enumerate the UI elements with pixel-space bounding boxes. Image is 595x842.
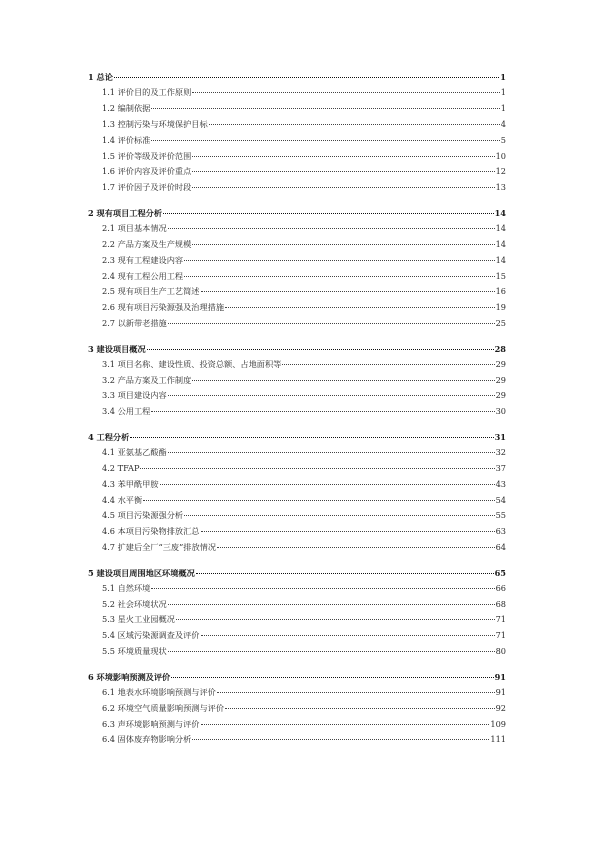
toc-page-number: 14 — [495, 222, 506, 233]
dot-leader — [143, 500, 494, 501]
toc-entry-title: 6.2 环境空气质量影响预测与评价 — [102, 702, 225, 713]
toc-section-entry[interactable] — [88, 182, 506, 192]
toc-entry-title: 3.4 公用工程 — [102, 406, 151, 417]
toc-section-entry[interactable] — [88, 318, 506, 328]
toc-page-number: 63 — [495, 526, 506, 537]
dot-leader — [282, 364, 494, 365]
toc-entry-title: 6.1 地表水环境影响预测与评价 — [102, 686, 216, 697]
dot-leader — [168, 395, 495, 396]
table-of-contents — [88, 72, 506, 750]
toc-page-number: 54 — [495, 494, 506, 505]
toc-section-entry[interactable] — [88, 87, 506, 97]
toc-page-number: 64 — [495, 542, 506, 553]
toc-entry-title: 5 建设项目周围地区环境概况 — [88, 567, 195, 578]
dot-leader — [201, 531, 495, 532]
toc-page-number: 66 — [495, 582, 506, 593]
dot-leader — [114, 77, 499, 78]
dot-leader — [192, 171, 494, 172]
toc-section-entry[interactable] — [88, 255, 506, 265]
toc-entry-title: 3.2 产品方案及工作制度 — [102, 374, 192, 385]
toc-section-entry[interactable] — [88, 583, 506, 593]
toc-page-number: 30 — [495, 406, 506, 417]
toc-page-number: 29 — [495, 358, 506, 369]
toc-section-entry[interactable] — [88, 359, 506, 369]
toc-entry-title: 1.2 编制依据 — [102, 102, 151, 113]
toc-page-number: 71 — [495, 630, 506, 641]
dot-leader — [168, 228, 495, 229]
toc-page-number: 4 — [500, 118, 506, 129]
toc-page-number: 37 — [495, 462, 506, 473]
toc-page-number: 15 — [495, 270, 506, 281]
toc-page-number: 65 — [494, 567, 506, 578]
toc-page-number: 16 — [495, 286, 506, 297]
toc-section-entry[interactable] — [88, 151, 506, 161]
toc-page-number: 1 — [500, 72, 506, 82]
toc-entry-title: 2.5 现有项目生产工艺简述 — [102, 286, 200, 297]
toc-section-entry[interactable] — [88, 599, 506, 609]
toc-entry-title: 3.3 项目建设内容 — [102, 390, 167, 401]
toc-page-number: 92 — [495, 702, 506, 713]
dot-leader — [192, 187, 494, 188]
toc-section-entry[interactable] — [88, 646, 506, 656]
toc-page-number: 32 — [495, 446, 506, 457]
toc-page-number: 80 — [495, 646, 506, 657]
toc-page-number: 29 — [495, 374, 506, 385]
toc-entry-title: 1.7 评价因子及评价时段 — [102, 182, 192, 193]
toc-entry-title: 1.4 评价标准 — [102, 134, 151, 145]
toc-section-entry[interactable] — [88, 286, 506, 296]
toc-entry-title: 5.2 社会环境状况 — [102, 598, 167, 609]
toc-entry-title: 5.5 环境质量现状 — [102, 646, 167, 657]
toc-page-number: 91 — [494, 671, 506, 682]
toc-entry-title: 1.1 评价目的及工作原则 — [102, 87, 192, 97]
toc-section-entry[interactable] — [88, 510, 506, 520]
toc-entry-title: 4.7 扩建后全厂“三废”排放情况 — [102, 542, 217, 553]
toc-entry-title: 4.6 本项目污染物排放汇总 — [102, 526, 200, 537]
toc-entry-title: 6.4 固体废弃物影响分析 — [102, 734, 192, 745]
toc-entry-title: 6 环境影响预测及评价 — [88, 671, 171, 682]
toc-page-number: 25 — [495, 318, 506, 329]
toc-section-entry[interactable] — [88, 630, 506, 640]
toc-section-entry[interactable] — [88, 239, 506, 249]
dot-leader — [168, 604, 495, 605]
toc-section-entry[interactable] — [88, 734, 506, 744]
toc-section-entry[interactable] — [88, 135, 506, 145]
toc-entry-title: 2.6 现有项目污染源强及治理措施 — [102, 302, 225, 313]
toc-section-entry[interactable] — [88, 542, 506, 552]
toc-page-number: 43 — [495, 478, 506, 489]
toc-entry-title: 5.3 星火工业园概况 — [102, 614, 175, 625]
toc-section-entry[interactable] — [88, 375, 506, 385]
toc-entry-title: 6.3 声环境影响预测与评价 — [102, 718, 200, 729]
toc-page-number: 1 — [500, 87, 506, 97]
toc-page-number: 14 — [494, 207, 506, 218]
toc-section-entry[interactable] — [88, 103, 506, 113]
toc-entry-title: 2.7 以新带老措施 — [102, 318, 167, 329]
dot-leader — [225, 708, 495, 709]
dot-leader — [201, 635, 495, 636]
toc-page-number: 91 — [495, 686, 506, 697]
toc-entry-title: 1.5 评价等级及评价范围 — [102, 150, 192, 161]
toc-page-number: 1 — [500, 102, 506, 113]
toc-section-entry[interactable] — [88, 463, 506, 473]
toc-section-entry[interactable] — [88, 479, 506, 489]
toc-entry-title: 1.3 控制污染与环境保护目标 — [102, 118, 208, 129]
toc-section-entry[interactable] — [88, 719, 506, 729]
dot-leader — [163, 213, 494, 214]
dot-leader — [201, 291, 495, 292]
toc-entry-title: 2.3 现有工程建设内容 — [102, 254, 184, 265]
toc-page-number: 28 — [494, 343, 506, 354]
toc-section-entry[interactable] — [88, 495, 506, 505]
dot-leader — [140, 468, 494, 469]
toc-chapter-entry[interactable] — [88, 344, 506, 354]
toc-entry-title: 2.2 产品方案及生产规模 — [102, 238, 192, 249]
toc-entry-title: 5.1 自然环境 — [102, 582, 151, 593]
toc-page-number: 29 — [495, 390, 506, 401]
dot-leader — [217, 547, 495, 548]
toc-page-number: 109 — [490, 718, 506, 729]
toc-entry-title: 4.1 亚氨基乙酸酯 — [102, 446, 167, 457]
toc-chapter-entry[interactable] — [88, 672, 506, 682]
toc-section-entry[interactable] — [88, 703, 506, 713]
toc-page-number: 14 — [495, 254, 506, 265]
toc-entry-title: 1.6 评价内容及评价重点 — [102, 166, 192, 177]
dot-leader — [192, 156, 494, 157]
toc-section-entry[interactable] — [88, 302, 506, 312]
toc-section-entry[interactable] — [88, 271, 506, 281]
dot-leader — [151, 108, 499, 109]
toc-section-entry[interactable] — [88, 119, 506, 129]
toc-entry-title: 1 总论 — [88, 72, 113, 82]
dot-leader — [192, 739, 489, 740]
toc-page-number: 19 — [495, 302, 506, 313]
toc-section-entry[interactable] — [88, 687, 506, 697]
dot-leader — [225, 307, 495, 308]
toc-section-entry[interactable] — [88, 406, 506, 416]
toc-entry-title: 4.2 TFAP — [102, 462, 140, 473]
toc-chapter-entry[interactable] — [88, 208, 506, 218]
toc-entry-title: 4.3 苯甲酰甲胺 — [102, 478, 159, 489]
toc-entry-title: 4.4 水平衡 — [102, 494, 143, 505]
toc-page-number: 13 — [495, 182, 506, 193]
dot-leader — [184, 260, 494, 261]
toc-entry-title: 5.4 区域污染源调查及评价 — [102, 630, 200, 641]
dot-leader — [151, 140, 499, 141]
toc-section-entry[interactable] — [88, 223, 506, 233]
toc-entry-title: 2.4 现有工程公用工程 — [102, 270, 184, 281]
toc-chapter-entry[interactable] — [88, 432, 506, 442]
dot-leader — [130, 437, 493, 438]
toc-page-number: 111 — [490, 734, 506, 745]
toc-section-entry[interactable] — [88, 614, 506, 624]
toc-entry-title: 3.1 项目名称、建设性质、投资总额、占地面积等 — [102, 358, 282, 369]
dot-leader — [168, 452, 495, 453]
dot-leader — [217, 692, 495, 693]
dot-leader — [192, 92, 499, 93]
dot-leader — [184, 515, 494, 516]
dot-leader — [151, 411, 494, 412]
dot-leader — [168, 651, 495, 652]
toc-section-entry[interactable] — [88, 390, 506, 400]
dot-leader — [192, 244, 494, 245]
dot-leader — [201, 724, 490, 725]
dot-leader — [184, 276, 494, 277]
toc-page-number: 71 — [495, 614, 506, 625]
toc-page-number: 31 — [494, 431, 506, 442]
toc-entry-title: 3 建设项目概况 — [88, 343, 146, 354]
toc-entry-title: 2.1 项目基本情况 — [102, 222, 167, 233]
toc-page-number: 12 — [495, 166, 506, 177]
toc-page-number: 14 — [495, 238, 506, 249]
dot-leader — [192, 380, 494, 381]
dot-leader — [209, 124, 500, 125]
toc-chapter-entry[interactable] — [88, 72, 506, 82]
toc-chapter-entry[interactable] — [88, 568, 506, 578]
dot-leader — [196, 573, 494, 574]
toc-page-number: 5 — [500, 134, 506, 145]
toc-entry-title: 4 工程分析 — [88, 431, 130, 442]
dot-leader — [176, 619, 495, 620]
toc-page-number: 55 — [495, 510, 506, 521]
toc-page-number: 10 — [495, 150, 506, 161]
dot-leader — [147, 349, 494, 350]
toc-section-entry[interactable] — [88, 166, 506, 176]
toc-entry-title: 4.5 项目污染源强分析 — [102, 510, 184, 521]
dot-leader — [171, 677, 493, 678]
dot-leader — [151, 588, 494, 589]
toc-page-number: 68 — [495, 598, 506, 609]
dot-leader — [160, 484, 495, 485]
toc-section-entry[interactable] — [88, 447, 506, 457]
dot-leader — [168, 323, 495, 324]
toc-section-entry[interactable] — [88, 526, 506, 536]
toc-entry-title: 2 现有项目工程分析 — [88, 207, 163, 218]
